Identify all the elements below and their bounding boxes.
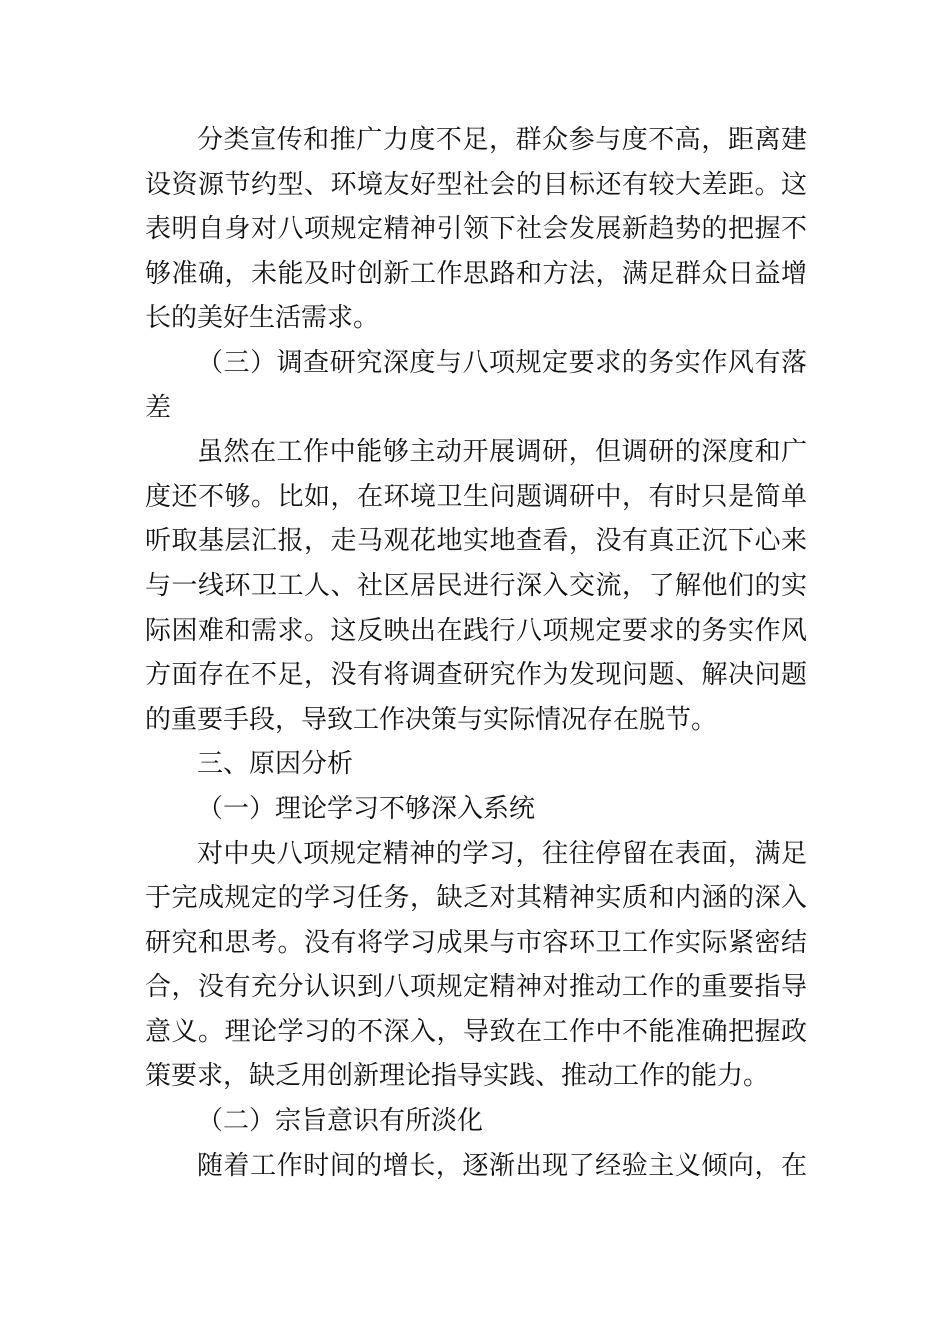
text-line: 随着工作时间的增长，逐渐出现了经验主义倾向，在 bbox=[197, 1150, 807, 1181]
text-line: 设资源节约型、环境友好型社会的目标还有较大差距。这 bbox=[145, 169, 807, 200]
text-line: 够准确，未能及时创新工作思路和方法，满足群众日益增 bbox=[145, 258, 807, 289]
text-line: （二）宗旨意识有所淡化 bbox=[197, 1106, 484, 1137]
text-line: 分类宣传和推广力度不足，群众参与度不高，距离建 bbox=[197, 125, 807, 155]
paragraph bbox=[145, 832, 807, 1100]
text-line: （三）调查研究深度与八项规定要求的务实作风有落 bbox=[197, 347, 807, 378]
paragraph bbox=[145, 118, 807, 341]
text-line: 长的美好生活需求。 bbox=[145, 303, 380, 334]
section-heading bbox=[145, 742, 807, 787]
text-line: 研究和思考。没有将学习成果与市容环卫工作实际紧密结 bbox=[145, 927, 807, 958]
text-line: 表明自身对八项规定精神引领下社会发展新趋势的把握不 bbox=[145, 214, 807, 245]
section-heading bbox=[145, 1099, 807, 1144]
text-line: 听取基层汇报，走马观花地实地查看，没有真正沉下心来 bbox=[145, 526, 807, 557]
text-line: 对中央八项规定精神的学习，往往停留在表面，满足 bbox=[197, 838, 807, 869]
text-line: （一）理论学习不够深入系统 bbox=[197, 793, 536, 824]
text-line: 差 bbox=[145, 392, 172, 423]
text-line: 策要求，缺乏用创新理论指导实践、推动工作的能力。 bbox=[145, 1061, 770, 1092]
document-page bbox=[145, 118, 807, 1188]
paragraph bbox=[145, 430, 807, 742]
text-line: 际困难和需求。这反映出在践行八项规定要求的务实作风 bbox=[145, 615, 807, 646]
text-line: 与一线环卫工人、社区居民进行深入交流，了解他们的实 bbox=[145, 570, 807, 601]
text-line: 意义。理论学习的不深入，导致在工作中不能准确把握政 bbox=[145, 1016, 807, 1047]
text-line: 度还不够。比如，在环境卫生问题调研中，有时只是简单 bbox=[145, 481, 807, 512]
section-heading bbox=[145, 341, 807, 430]
section-heading bbox=[145, 787, 807, 832]
paragraph bbox=[145, 1144, 807, 1189]
text-line: 合，没有充分认识到八项规定精神对推动工作的重要指导 bbox=[145, 972, 807, 1003]
text-line: 三、原因分析 bbox=[197, 749, 354, 780]
text-line: 于完成规定的学习任务，缺乏对其精神实质和内涵的深入 bbox=[145, 883, 807, 914]
text-line: 的重要手段，导致工作决策与实际情况存在脱节。 bbox=[145, 704, 718, 735]
text-line: 方面存在不足，没有将调查研究作为发现问题、解决问题 bbox=[145, 660, 807, 691]
text-line: 虽然在工作中能够主动开展调研，但调研的深度和广 bbox=[197, 437, 807, 468]
